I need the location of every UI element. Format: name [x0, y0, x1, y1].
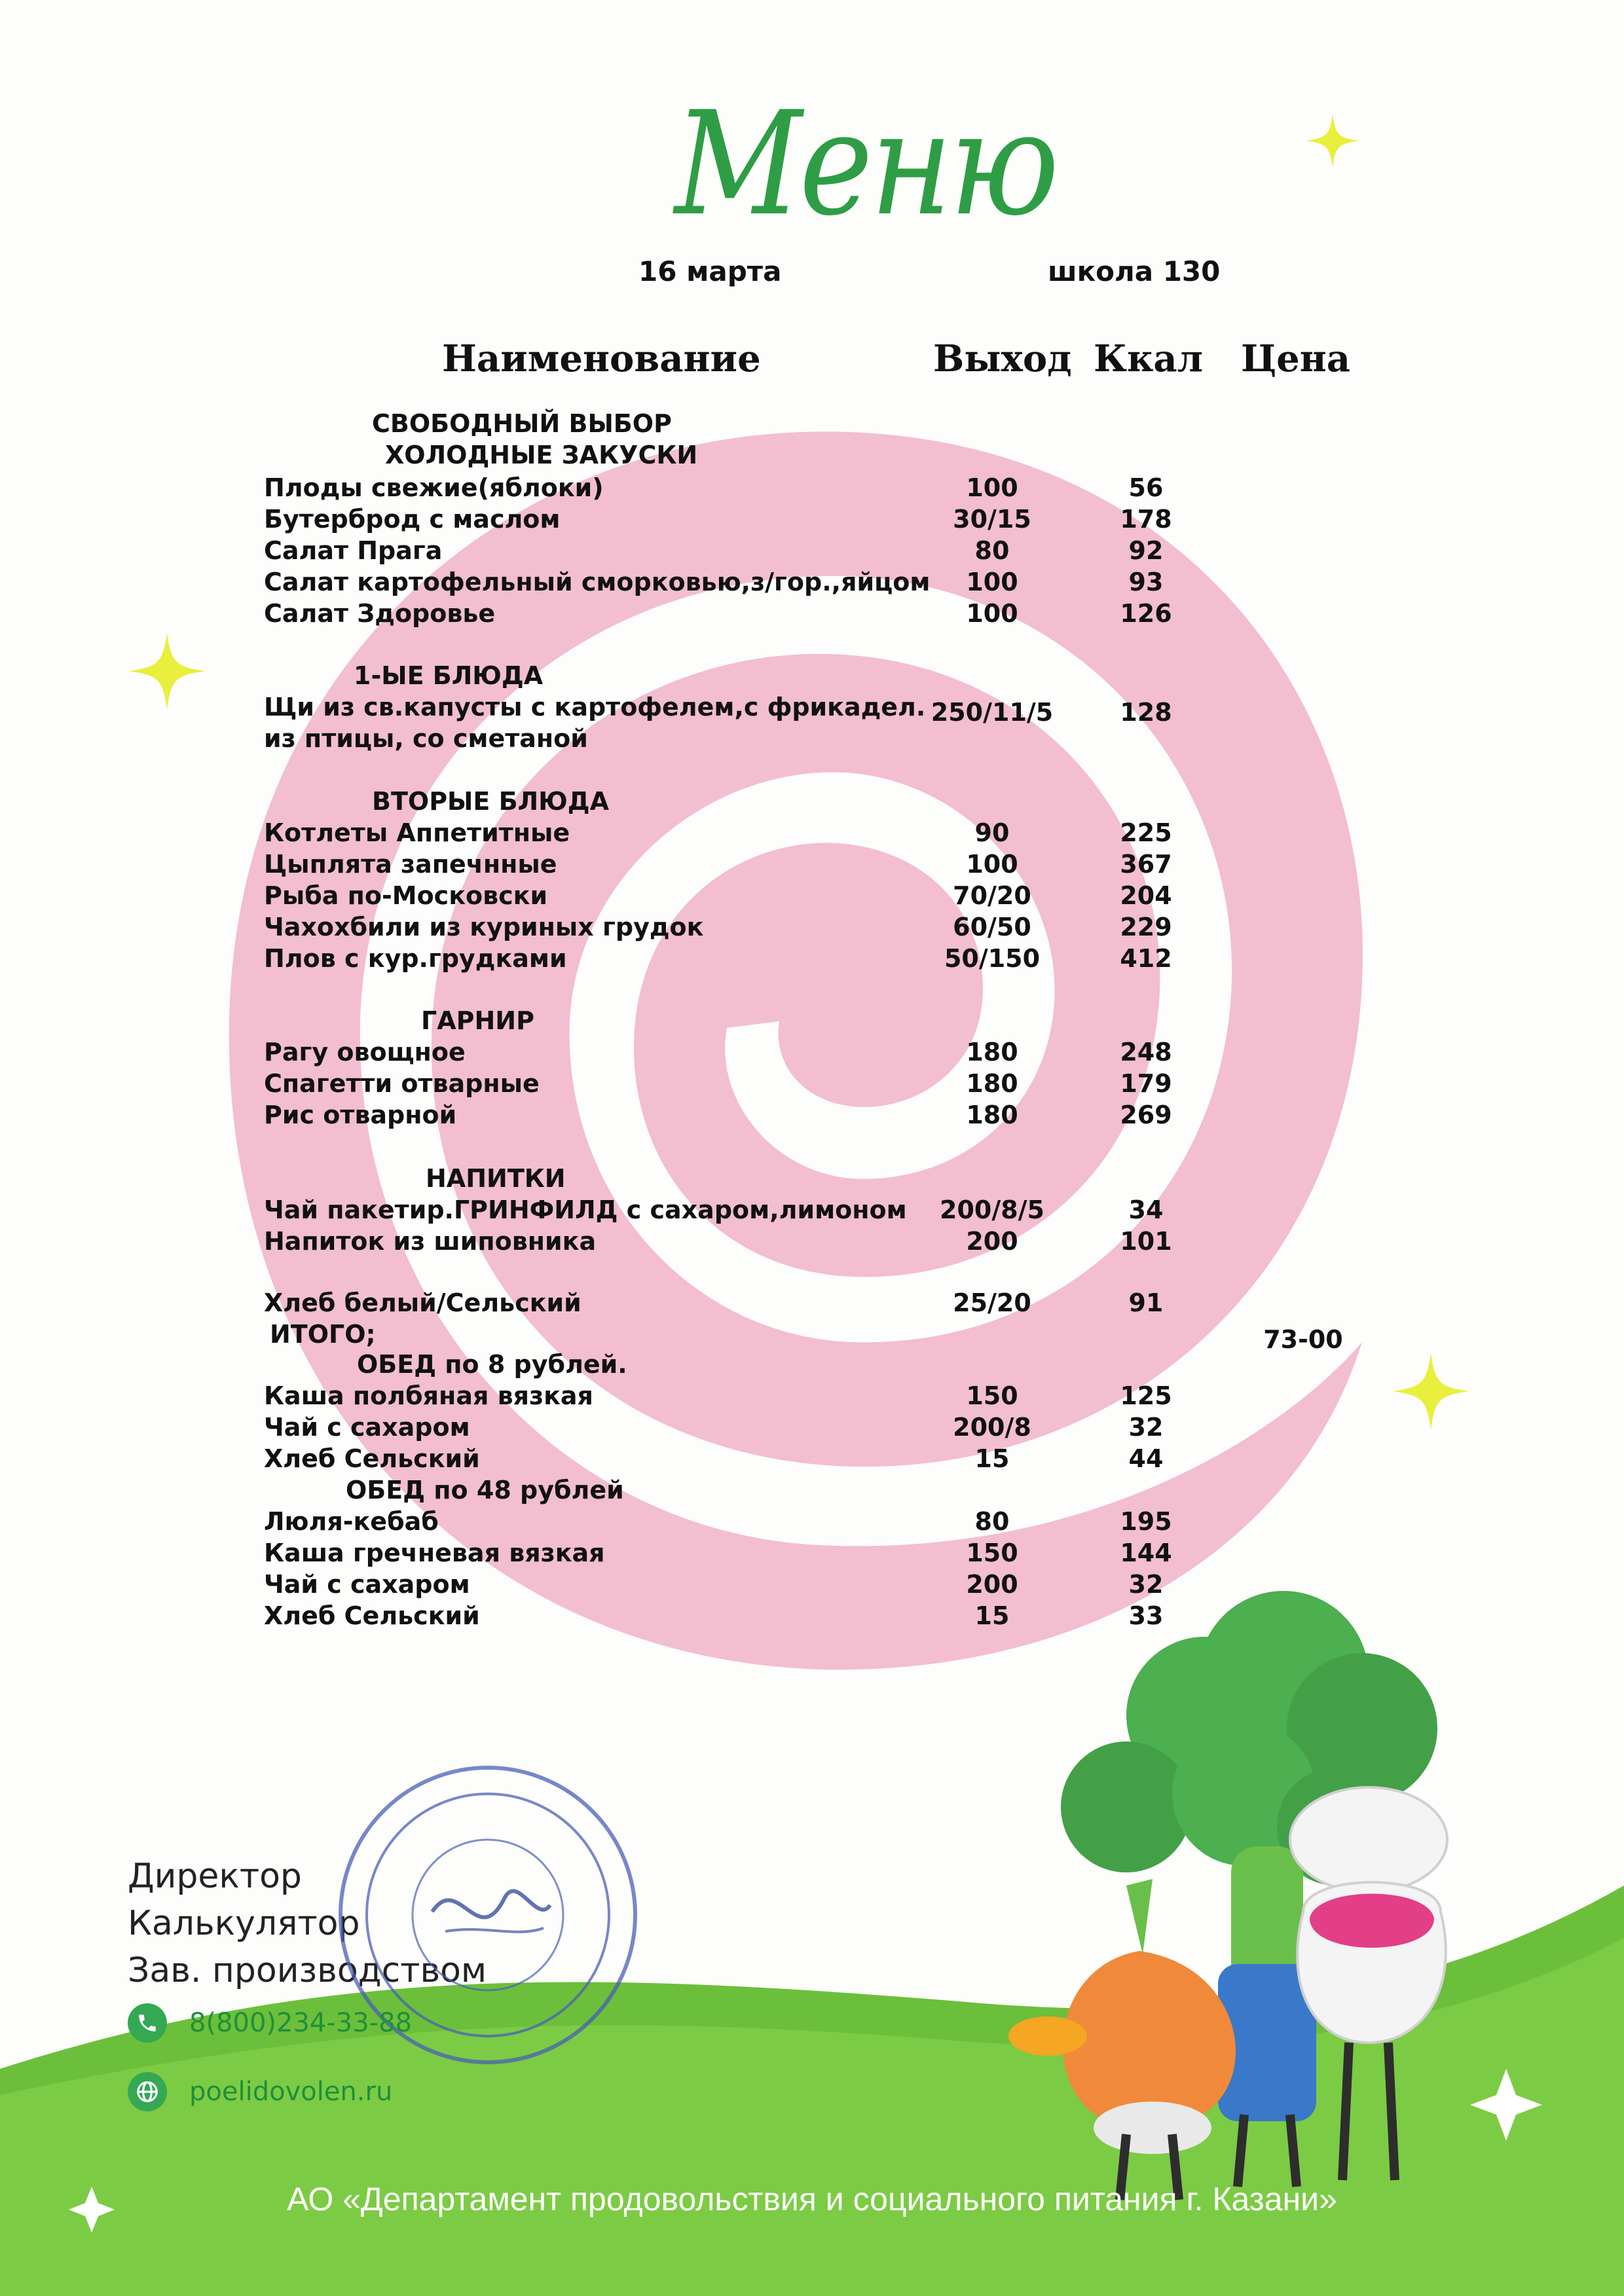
item-kcal: 101	[1120, 1227, 1172, 1256]
section-lunch-48: ОБЕД по 48 рублей	[346, 1476, 624, 1504]
column-header-out: Выход	[933, 337, 1072, 380]
item-kcal: 248	[1120, 1038, 1172, 1066]
item-name: Котлеты Аппетитные	[264, 818, 570, 847]
list-item	[0, 818, 1624, 850]
item-kcal: 91	[1128, 1288, 1164, 1317]
item-out: 15	[974, 1601, 1010, 1630]
item-kcal: 179	[1120, 1069, 1172, 1098]
column-header-price: Цена	[1241, 337, 1351, 380]
list-item	[0, 1288, 1624, 1320]
list-item	[0, 536, 1624, 568]
globe-icon	[128, 2072, 167, 2111]
item-out: 80	[974, 536, 1010, 565]
item-name: Салат Прага	[264, 536, 443, 565]
item-out: 100	[966, 473, 1018, 502]
section-second: ВТОРЫЕ БЛЮДА	[372, 787, 609, 816]
item-name: Чай пакетир.ГРИНФИЛД с сахаром,лимоном	[264, 1195, 907, 1224]
item-kcal: 204	[1120, 881, 1172, 910]
item-name: Цыплята запечнные	[264, 850, 557, 879]
list-item	[0, 1601, 1624, 1633]
website-link: poelidovolen.ru	[189, 2077, 393, 2107]
item-kcal: 269	[1120, 1101, 1172, 1129]
total-row	[0, 1320, 1624, 1354]
item-kcal: 93	[1128, 568, 1164, 596]
role-production: Зав. производством	[128, 1951, 487, 1990]
list-item	[0, 1038, 1624, 1069]
list-item	[0, 913, 1624, 944]
list-item	[0, 1195, 1624, 1227]
item-out: 90	[974, 818, 1010, 847]
list-item	[0, 568, 1624, 599]
list-item	[0, 505, 1624, 536]
item-name: Напиток из шиповника	[264, 1227, 597, 1256]
section-drinks: НАПИТКИ	[426, 1164, 566, 1193]
item-name: Хлеб Сельский	[264, 1444, 480, 1473]
item-out: 200	[966, 1227, 1018, 1256]
list-item	[0, 1444, 1624, 1476]
list-item	[0, 944, 1624, 975]
page-title: Меню	[674, 81, 1057, 247]
item-kcal: 34	[1128, 1195, 1164, 1224]
item-out: 100	[966, 568, 1018, 596]
item-name: Бутерброд с маслом	[264, 505, 561, 534]
role-director: Директор	[128, 1857, 302, 1896]
menu-date: 16 марта	[638, 255, 782, 287]
item-name-continued: из птицы, со сметаной	[264, 724, 588, 753]
item-kcal: 178	[1120, 505, 1172, 534]
item-out: 200/8	[953, 1413, 1031, 1442]
item-kcal: 33	[1128, 1601, 1164, 1630]
column-header-kcal: Ккал	[1094, 337, 1204, 380]
sparkle-icon	[1303, 111, 1362, 170]
item-out: 100	[966, 850, 1018, 879]
item-kcal: 225	[1120, 818, 1172, 847]
list-item	[0, 473, 1624, 505]
list-item	[0, 850, 1624, 881]
item-name: Щи из св.капусты с картофелем,с фрикадел.	[264, 693, 926, 721]
item-name: Каша полбяная вязкая	[264, 1381, 593, 1410]
item-name: Хлеб Сельский	[264, 1601, 480, 1630]
list-item	[0, 1381, 1624, 1413]
item-kcal: 125	[1120, 1381, 1172, 1410]
item-out: 150	[966, 1539, 1018, 1567]
item-kcal: 229	[1120, 913, 1172, 941]
item-kcal: 92	[1128, 536, 1164, 565]
item-kcal: 32	[1128, 1570, 1164, 1599]
section-lunch-8: ОБЕД по 8 рублей.	[357, 1350, 627, 1379]
total-label: ИТОГО;	[270, 1320, 376, 1349]
item-out: 70/20	[953, 881, 1031, 910]
phone-contact[interactable]	[128, 2003, 412, 2043]
item-name: Рыба по-Московски	[264, 881, 548, 910]
item-out: 80	[974, 1507, 1010, 1536]
item-kcal: 144	[1120, 1539, 1172, 1567]
item-name: Плов с кур.грудками	[264, 944, 567, 973]
total-price: 73-00	[1263, 1325, 1343, 1354]
list-item	[0, 881, 1624, 913]
item-kcal: 195	[1120, 1507, 1172, 1536]
item-name: Салат картофельный сморковью,з/гор.,яйцом	[264, 568, 931, 596]
company-name: АО «Департамент продовольствия и социального питания г. Казани»	[287, 2181, 1337, 2217]
item-out: 180	[966, 1069, 1018, 1098]
item-out: 150	[966, 1381, 1018, 1410]
item-name: Чай с сахаром	[264, 1413, 470, 1442]
item-out: 180	[966, 1101, 1018, 1129]
list-item	[0, 693, 1624, 727]
item-out: 100	[966, 599, 1018, 628]
item-name: Каша гречневая вязкая	[264, 1539, 605, 1567]
website-contact[interactable]	[128, 2072, 392, 2111]
item-out: 30/15	[953, 505, 1031, 534]
list-item	[0, 1570, 1624, 1601]
role-calculator: Калькулятор	[128, 1904, 360, 1943]
item-kcal: 412	[1120, 944, 1172, 973]
list-item	[0, 1507, 1624, 1539]
item-out: 15	[974, 1444, 1010, 1473]
list-item	[0, 1413, 1624, 1444]
item-out: 180	[966, 1038, 1018, 1066]
section-first: 1-ЫЕ БЛЮДА	[354, 661, 544, 690]
item-out: 200	[966, 1570, 1018, 1599]
list-item	[0, 599, 1624, 630]
section-garnish: ГАРНИР	[421, 1006, 534, 1035]
item-kcal: 126	[1120, 599, 1172, 628]
item-kcal: 367	[1120, 850, 1172, 879]
phone-icon	[128, 2003, 167, 2043]
section-cold: ХОЛОДНЫЕ ЗАКУСКИ	[385, 441, 698, 469]
item-kcal: 128	[1120, 698, 1172, 727]
item-name: Плоды свежие(яблоки)	[264, 473, 604, 502]
item-name: Люля-кебаб	[264, 1507, 439, 1536]
list-item	[0, 1101, 1624, 1132]
phone-number: 8(800)234-33-88	[189, 2008, 413, 2038]
item-out: 60/50	[953, 913, 1031, 941]
section-free-choice: СВОБОДНЫЙ ВЫБОР	[372, 409, 672, 438]
item-name: Спагетти отварные	[264, 1069, 540, 1098]
item-name: Рис отварной	[264, 1101, 457, 1129]
item-kcal: 44	[1128, 1444, 1164, 1473]
list-item	[0, 724, 1624, 756]
item-name: Чай с сахаром	[264, 1570, 470, 1599]
item-name: Рагу овощное	[264, 1038, 466, 1066]
item-out: 25/20	[953, 1288, 1031, 1317]
item-kcal: 56	[1128, 473, 1164, 502]
item-name: Салат Здоровье	[264, 599, 496, 628]
list-item	[0, 1227, 1624, 1258]
item-out: 50/150	[944, 944, 1041, 973]
item-kcal: 32	[1128, 1413, 1164, 1442]
school-number: школа 130	[1048, 255, 1221, 287]
column-header-name: Наименование	[442, 337, 761, 380]
item-name: Чахохбили из куриных грудок	[264, 913, 704, 941]
item-name: Хлеб белый/Сельский	[264, 1288, 581, 1317]
item-out: 250/11/5	[931, 698, 1054, 727]
item-out: 200/8/5	[940, 1195, 1044, 1224]
list-item	[0, 1069, 1624, 1101]
list-item	[0, 1539, 1624, 1570]
